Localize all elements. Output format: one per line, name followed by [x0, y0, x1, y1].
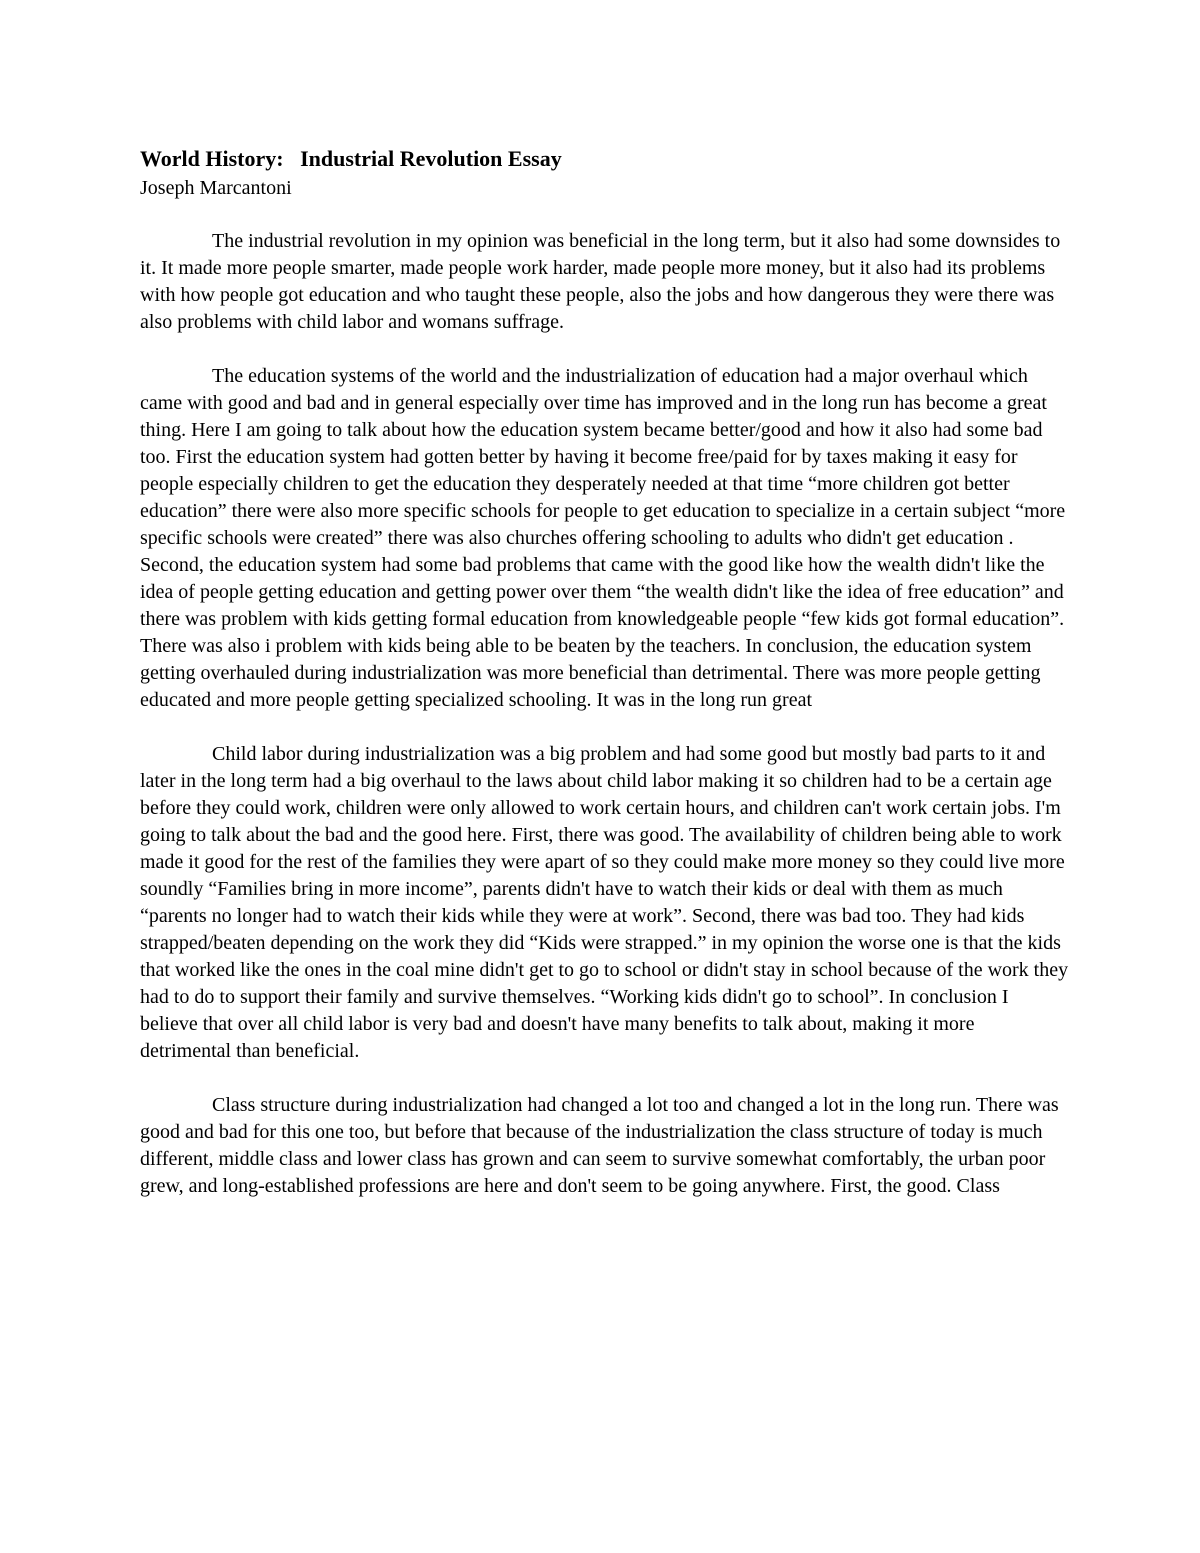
essay-body	[140, 144, 1070, 1227]
paragraph-class-structure: Class structure during industrialization had changed a lot too and changed a lot in the long run. There was good and bad for this one too, but before that because of the industrialization the class structure of today is much different, middle class and lower class has grown and can seem to survive somewhat comfortably, the urban poor grew, and long-established professions are here and don't seem to be going anywhere. First, the good. Class	[140, 1094, 1059, 1197]
essay-title: World History: Industrial Revolution Essay	[140, 146, 562, 171]
paragraph-education: The education systems of the world and the industrialization of education had a major overhaul which came with good and bad and in general especially over time has improved and in the long run has become a great thing. Here I am going to talk about how the education system became better/good and how it also had some bad too. First the education system had gotten better by having it become free/paid for by taxes making it easy for people especially children to get the education they desperately needed at that time “more children got better education” there were also more specific schools for people to get education to specialize in a certain subject “more specific schools were created” there was also churches offering schooling to adults who didn't get education . Second, the education system had some bad problems that came with the good like how the wealth didn't like the idea of people getting education and getting power over them “the wealth didn't like the idea of free education” and there was problem with kids getting formal education from knowledgeable people “few kids got formal education”. There was also i problem with kids being able to be beaten by the teachers. In conclusion, the education system getting overhauled during industrialization was more beneficial than detrimental. There was more people getting educated and more people getting specialized schooling. It was in the long run great	[140, 365, 1066, 711]
author-name: Joseph Marcantoni	[140, 177, 292, 199]
paragraph-child-labor: Child labor during industrialization was a big problem and had some good but mostly bad parts to it and later in the long term had a big overhaul to the laws about child labor making it so children had to be a certain age before they could work, children were only allowed to work certain hours, and children can't work certain jobs. I'm going to talk about the bad and the good here. First, there was good. The availability of children being able to work made it good for the rest of the families they were apart of so they could make more money so they could live more soundly “Families bring in more income”, parents didn't have to watch their kids or deal with them as much “parents no longer had to watch their kids while they were at work”. Second, there was bad too. They had kids strapped/beaten depending on the work they did “Kids were strapped.” in my opinion the worse one is that the kids that worked like the ones in the coal mine didn't get to go to school or didn't stay in school because of the work they had to do to support their family and survive themselves. “Working kids didn't go to school”. In conclusion I believe that over all child labor is very bad and doesn't have many benefits to talk about, making it more detrimental than beneficial.	[140, 743, 1069, 1062]
paragraph-introduction: The industrial revolution in my opinion was beneficial in the long term, but it also had some downsides to it. It made more people smarter, made people work harder, made people more money, but it also had its problems with how people got education and who taught these people, also the jobs and how dangerous they were there was also problems with child labor and womans suffrage.	[140, 230, 1061, 333]
